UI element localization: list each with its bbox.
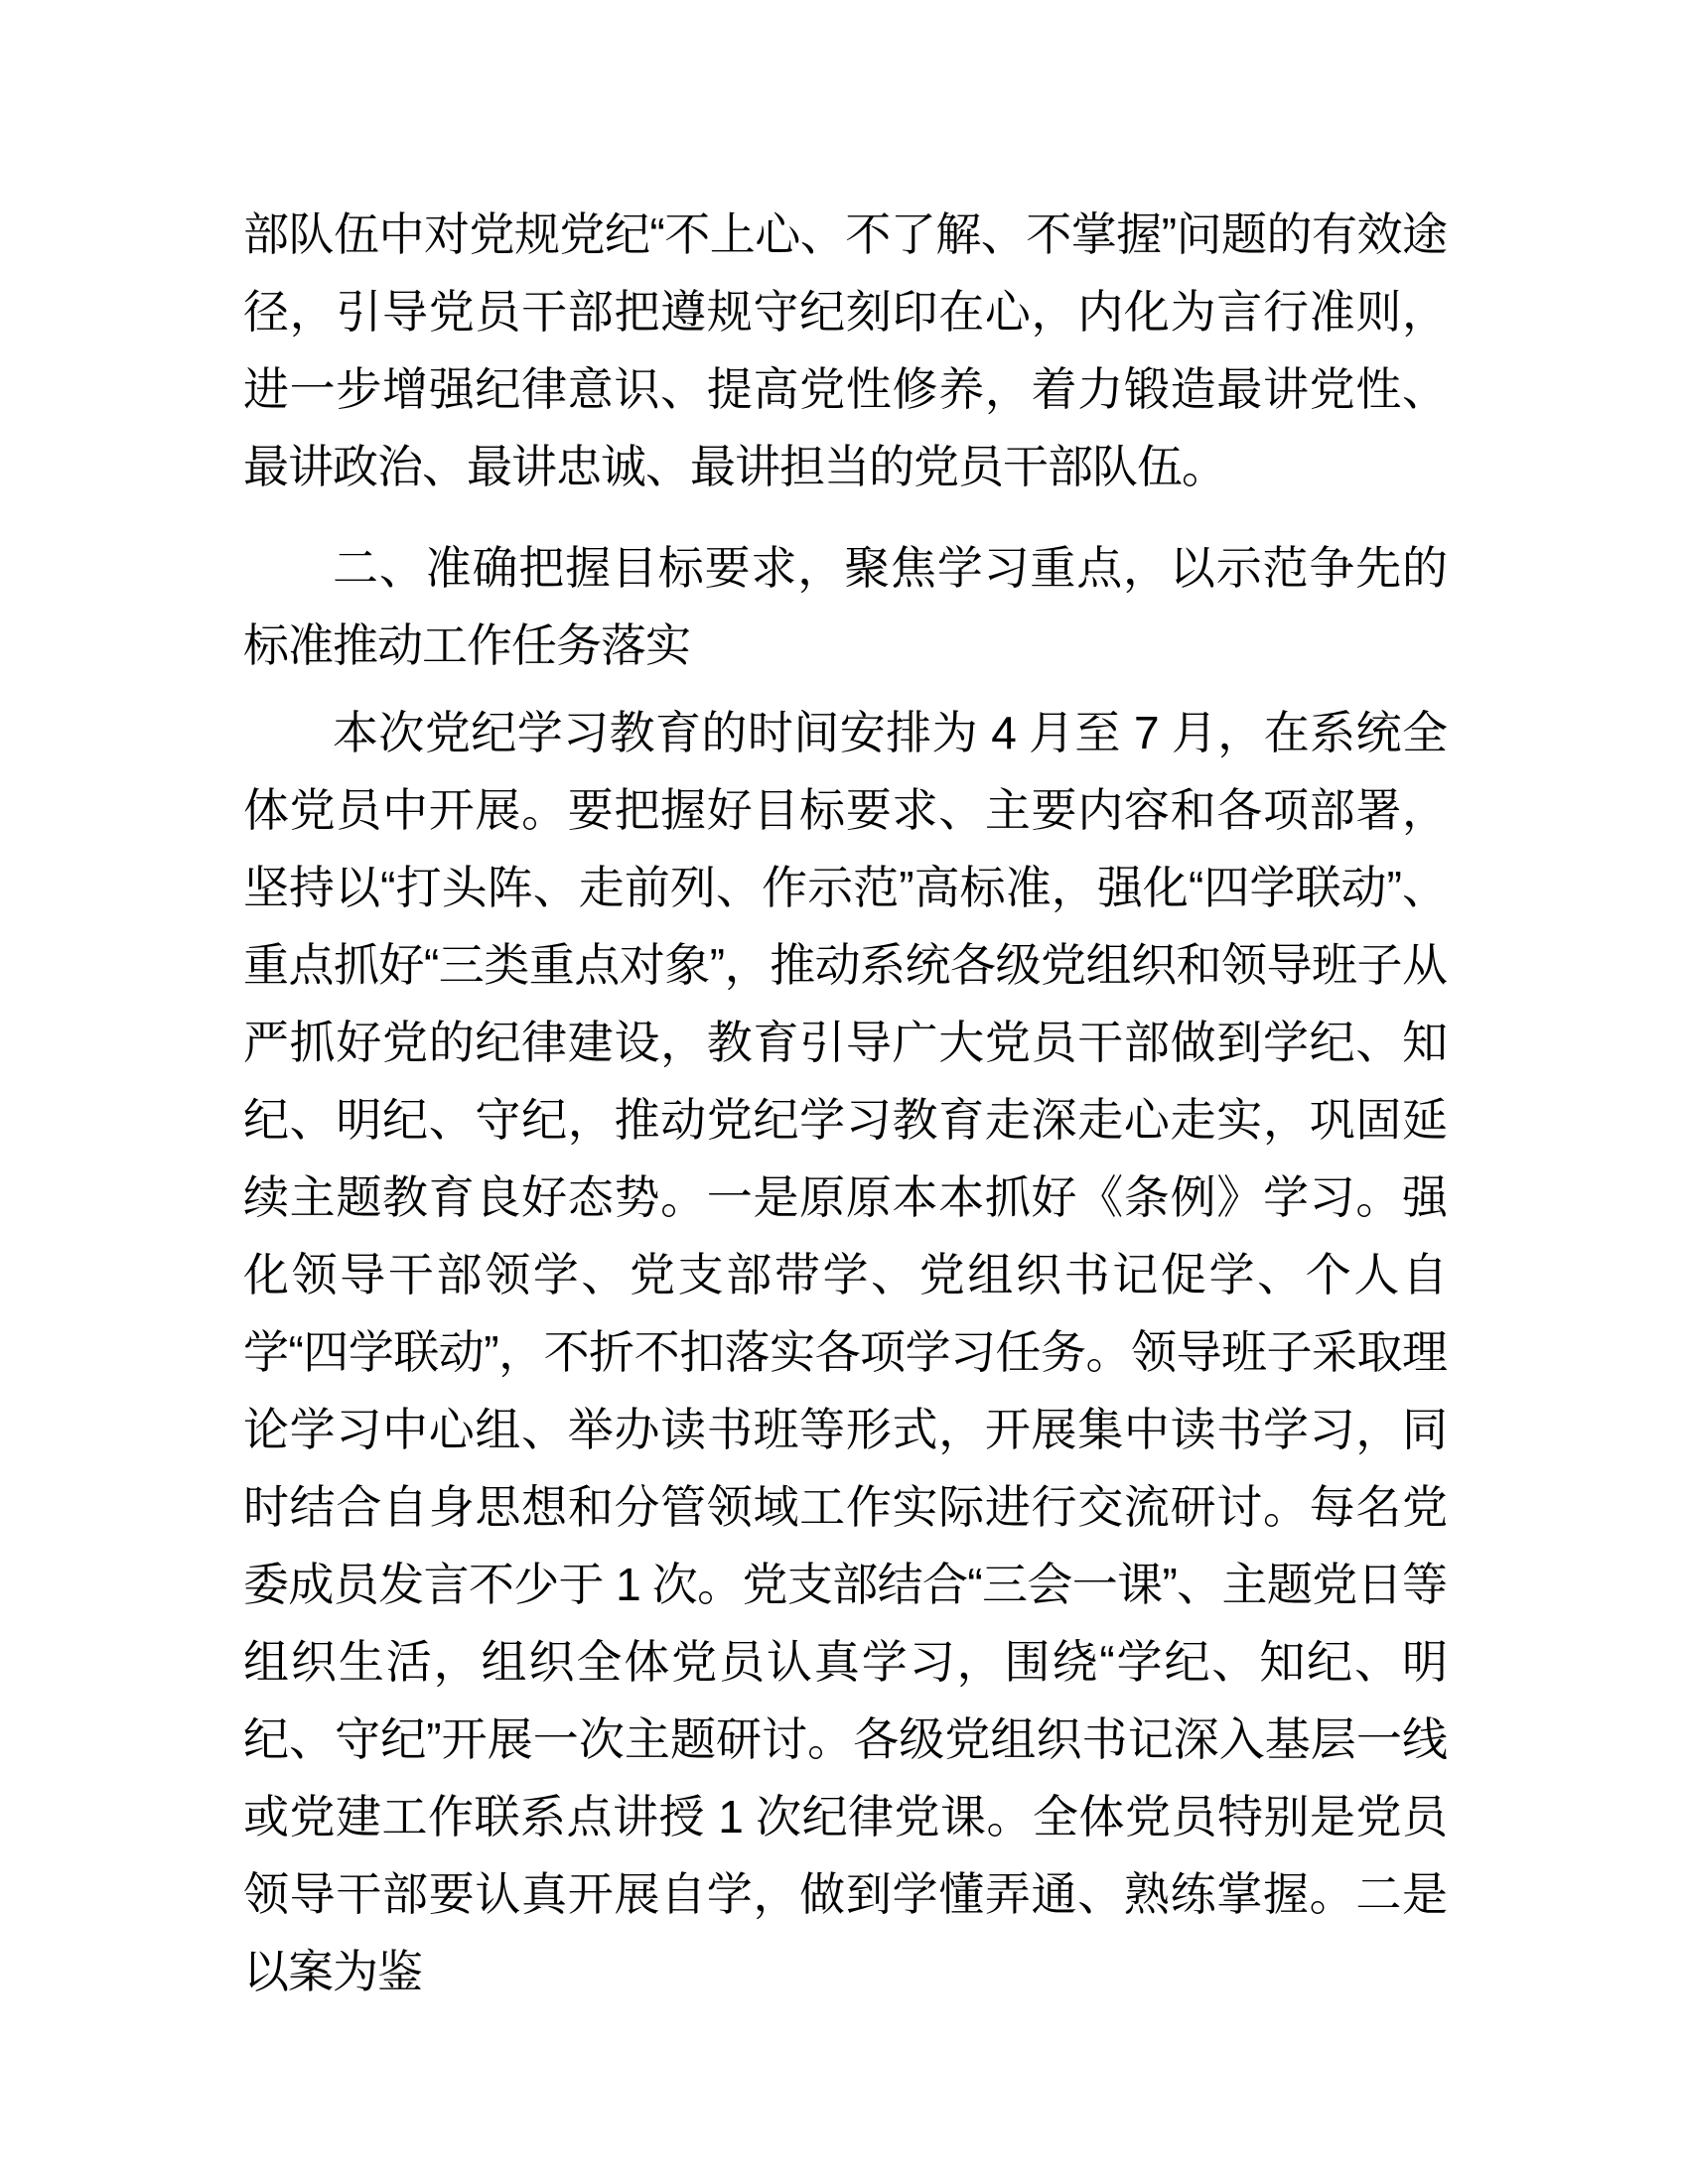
section-heading: 二、准确把握目标要求，聚焦学习重点，以示范争先的标准推动工作任务落实: [243, 542, 1447, 671]
continuation-paragraph: 部队伍中对党规党纪“不上心、不了解、不掌握”问题的有效途径，引导党员干部把遵规守纪刻印在心，内化为言行准则，进一步增强纪律意识、提高党性修养，着力锻造最讲党性、最讲政治、最讲忠诚、最讲担当的党员干部队伍。: [243, 208, 1447, 492]
body-paragraph: 本次党纪学习教育的时间安排为 4 月至 7 月，在系统全体党员中开展。要把握好目标要求、主要内容和各项部署，坚持以“打头阵、走前列、作示范”高标准，强化“四学联动”、重点抓好“三类重点对象”，推动系统各级党组织和领导班子从严抓好党的纪律建设，教育引导广大党员干部做到学纪、知纪、明纪、守纪，推动党纪学习教育走深走心走实，巩固延续主题教育良好态势。一是原原本本抓好《条例》学习。强化领导干部领学、党支部带学、党组织书记促学、个人自学“四学联动”，不折不扣落实各项学习任务。领导班子采取理论学习中心组、举办读书班等形式，开展集中读书学习，同时结合自身思想和分管领域工作实际进行交流研讨。每名党委成员发言不少于 1 次。党支部结合“三会一课”、主题党日等组织生活，组织全体党员认真学习，围绕“学纪、知纪、明纪、守纪”开展一次主题研讨。各级党组织书记深入基层一线或党建工作联系点讲授 1 次纪律党课。全体党员特别是党员领导干部要认真开展自学，做到学懂弄通、熟练掌握。二是以案为鉴: [243, 707, 1447, 1997]
text-content-area: [243, 196, 1447, 2010]
